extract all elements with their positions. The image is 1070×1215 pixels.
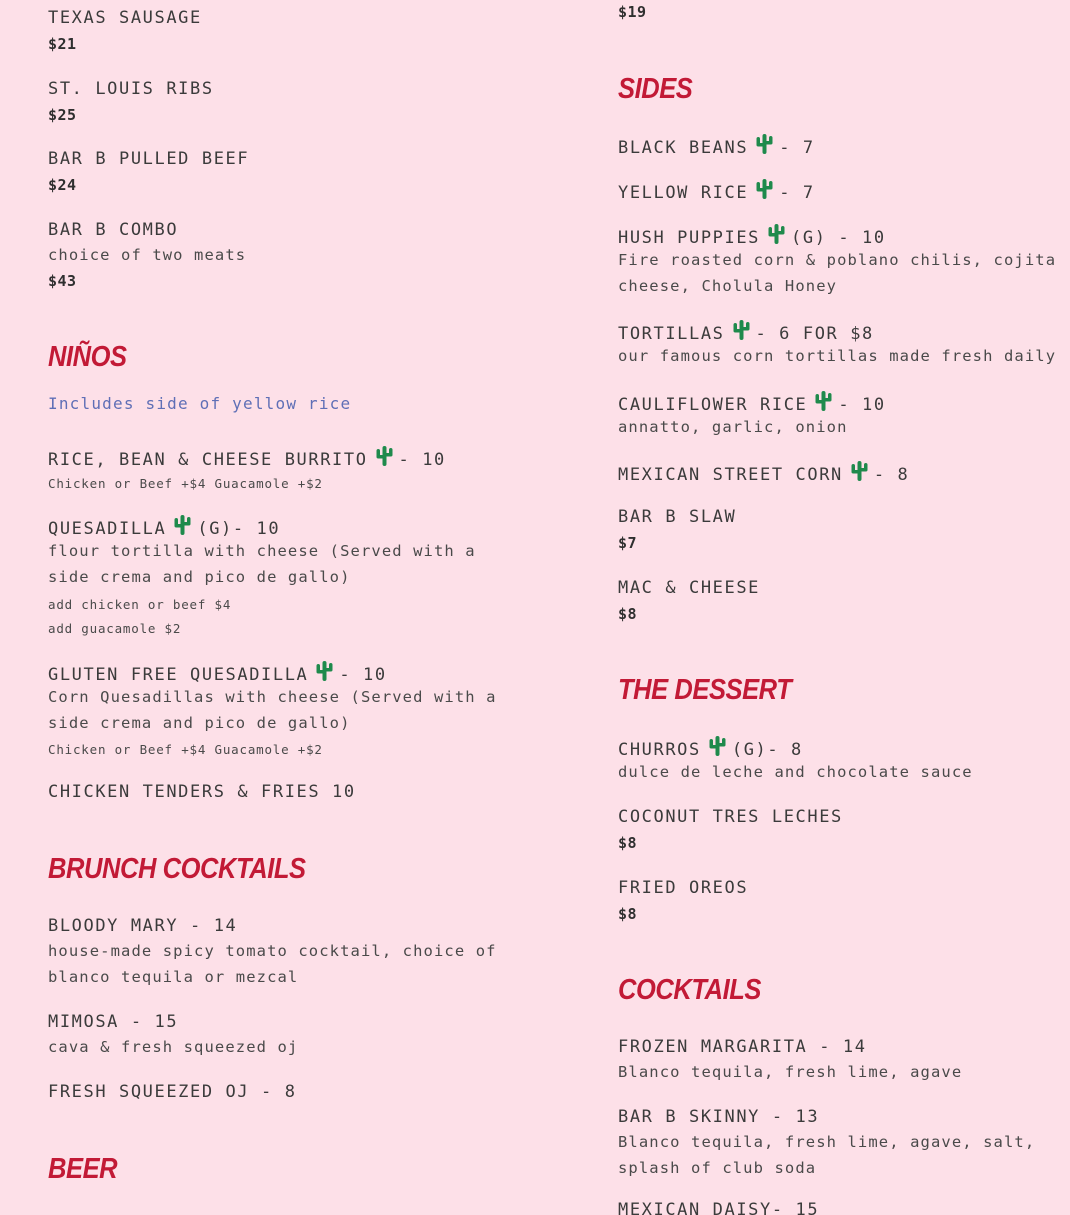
item-name: BAR B COMBO (48, 220, 179, 240)
section-heading-beer: BEER (48, 1153, 118, 1185)
item-name: BAR B SLAW (618, 507, 737, 527)
cactus-icon (815, 391, 832, 411)
item-name: FRESH SQUEEZED OJ - 8 (48, 1082, 297, 1102)
item-name: BLACK BEANS (618, 138, 749, 158)
section-heading-brunch-cocktails: BRUNCH COCKTAILS (48, 853, 306, 885)
item-suffix: - 8 (873, 465, 910, 485)
item-suffix: - 10 (398, 450, 446, 470)
menu-item-churros (618, 736, 803, 761)
item-suffix: - 7 (779, 138, 815, 158)
item-name: CHURROS (618, 740, 701, 760)
item-price: $19 (618, 3, 647, 21)
item-note: Chicken or Beef +$4 Guacamole +$2 (48, 742, 323, 757)
cactus-icon (174, 515, 191, 535)
item-name: FROZEN MARGARITA - 14 (618, 1037, 867, 1057)
item-name: FRIED OREOS (618, 878, 749, 898)
item-description: our famous corn tortillas made fresh daily (618, 347, 1057, 365)
item-name: BLOODY MARY - 14 (48, 916, 238, 936)
item-name: MAC & CHEESE (618, 578, 761, 598)
section-heading-sides: SIDES (618, 73, 693, 105)
cactus-icon (376, 446, 393, 466)
item-name: GLUTEN FREE QUESADILLA (48, 665, 309, 685)
item-price: $8 (618, 834, 638, 852)
item-suffix: (G) - 10 (791, 228, 886, 248)
item-name: CAULIFLOWER RICE (618, 395, 808, 415)
section-info: Includes side of yellow rice (48, 394, 352, 413)
menu-item-black-beans (618, 134, 815, 159)
item-price: $7 (618, 534, 638, 552)
item-name: MEXICAN STREET CORN (618, 465, 843, 485)
cactus-icon (756, 134, 773, 154)
item-description: Blanco tequila, fresh lime, agave, salt, splash of club soda (618, 1133, 1036, 1177)
item-name: CHICKEN TENDERS & FRIES 10 (48, 782, 356, 802)
item-note: add guacamole $2 (48, 621, 182, 636)
item-name: RICE, BEAN & CHEESE BURRITO (48, 450, 368, 470)
menu-item-cauliflower-rice (618, 391, 886, 416)
menu-item-yellow-rice (618, 179, 815, 204)
item-note: add chicken or beef $4 (48, 597, 232, 612)
item-description: flour tortilla with cheese (Served with a side crema and pico de gallo) (48, 542, 476, 586)
item-name: TEXAS SAUSAGE (48, 8, 202, 28)
item-price: $8 (618, 605, 638, 623)
menu-item-gluten-free-quesadilla (48, 661, 387, 686)
item-description: house-made spicy tomato cocktail, choice of blanco tequila or mezcal (48, 942, 497, 986)
item-suffix: - 10 (838, 395, 886, 415)
item-suffix: (G)- 8 (731, 740, 803, 760)
section-heading-dessert: THE DESSERT (618, 674, 792, 706)
cactus-icon (709, 736, 726, 756)
item-name: MIMOSA - 15 (48, 1012, 179, 1032)
menu-item-mexican-street-corn (618, 461, 909, 486)
menu-item-hush-puppies (618, 224, 886, 249)
item-price: $25 (48, 106, 77, 124)
item-description: dulce de leche and chocolate sauce (618, 763, 973, 781)
menu-item-tortillas (618, 320, 874, 345)
item-name: BAR B SKINNY - 13 (618, 1107, 820, 1127)
cactus-icon (756, 179, 773, 199)
cactus-icon (768, 224, 785, 244)
item-description: Blanco tequila, fresh lime, agave (618, 1063, 963, 1081)
menu-item-quesadilla (48, 515, 280, 540)
section-heading-ninos: NIÑOS (48, 341, 127, 373)
item-name: HUSH PUPPIES (618, 228, 761, 248)
item-name: YELLOW RICE (618, 183, 749, 203)
item-name: ST. LOUIS RIBS (48, 79, 214, 99)
item-price: $43 (48, 272, 77, 290)
item-suffix: - 7 (779, 183, 815, 203)
item-name: MEXICAN DAISY- 15 (618, 1200, 820, 1215)
item-description: Fire roasted corn & poblano chilis, cojita cheese, Cholula Honey (618, 251, 1057, 295)
item-description: cava & fresh squeezed oj (48, 1038, 299, 1056)
item-name: BAR B PULLED BEEF (48, 149, 250, 169)
item-description: Corn Quesadillas with cheese (Served with a side crema and pico de gallo) (48, 688, 497, 732)
section-heading-cocktails: COCKTAILS (618, 974, 762, 1006)
item-price: $24 (48, 176, 77, 194)
cactus-icon (851, 461, 868, 481)
item-suffix: (G)- 10 (197, 519, 281, 539)
item-price: $21 (48, 35, 77, 53)
item-note: Chicken or Beef +$4 Guacamole +$2 (48, 476, 323, 491)
item-name: QUESADILLA (48, 519, 167, 539)
item-name: COCONUT TRES LECHES (618, 807, 843, 827)
item-suffix: - 6 FOR $8 (755, 324, 874, 344)
item-price: $8 (618, 905, 638, 923)
item-suffix: - 10 (339, 665, 387, 685)
item-description: choice of two meats (48, 246, 247, 264)
menu-item-burrito (48, 446, 446, 471)
item-description: annatto, garlic, onion (618, 418, 848, 436)
item-name: TORTILLAS (618, 324, 725, 344)
cactus-icon (733, 320, 750, 340)
cactus-icon (316, 661, 333, 681)
